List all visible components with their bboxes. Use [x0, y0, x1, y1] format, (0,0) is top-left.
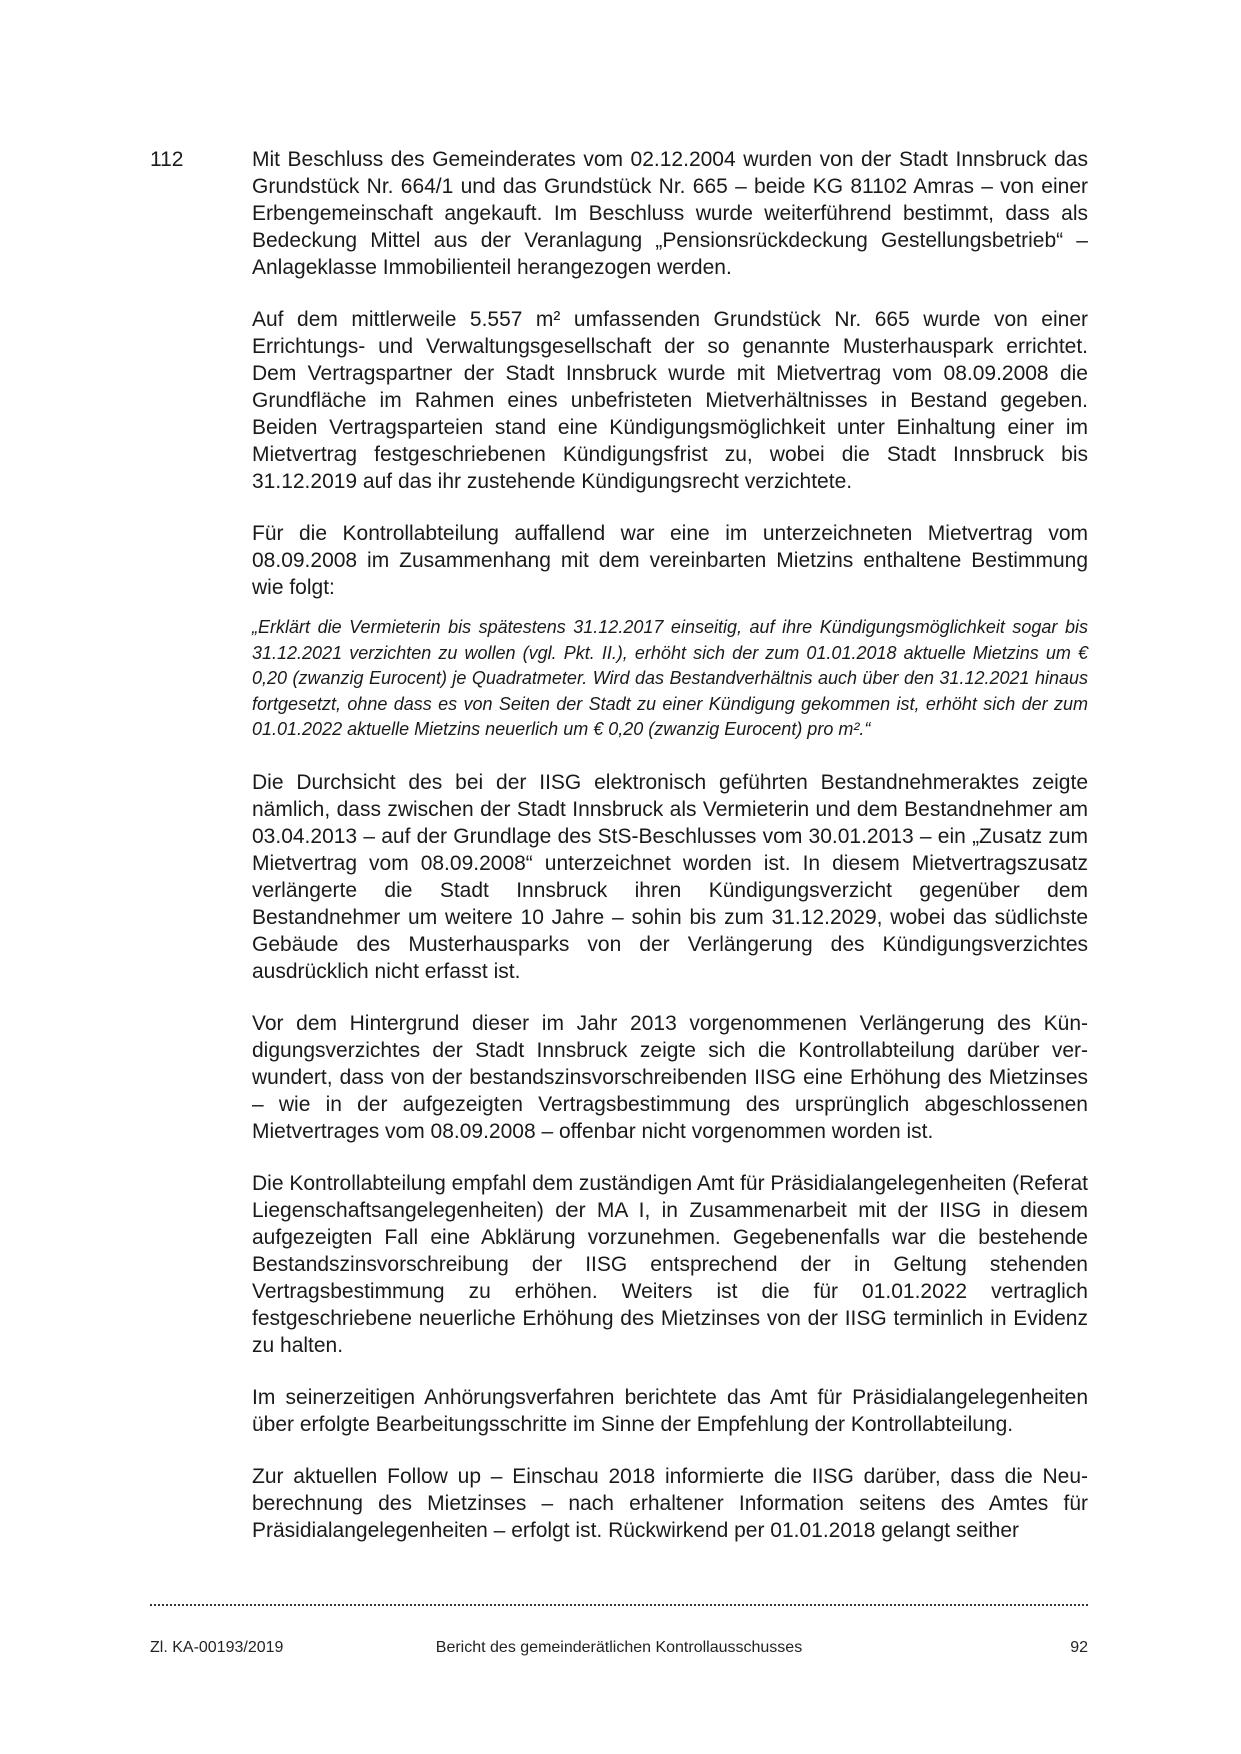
page-number: 92: [1070, 1639, 1088, 1656]
footer-title: Bericht des gemeinderätlichen Kontrollausschusses: [435, 1639, 803, 1656]
footer-divider: [150, 1604, 1088, 1606]
paragraph-lease: Auf dem mittlerweile 5.557 m² umfassenden Grundstück Nr. 665 wurde von einer Errichtungs- und Verwaltungsgesellschaft der so genannte Musterhauspark errichtet. Dem Vertragspartner der Stadt Innsbruck wurde mit Mietvertrag vom 08.09.2008 die Grundfläche im Rahmen eines unbefristeten Mietverhältnisses in Bestand gegeben. Beiden Vertragsparteien stand eine Kündigungsmöglichkeit unter Einhaltung einer im Mietvertrag festgeschriebenen Kündigungsfrist zu, wobei die Stadt Innsbruck bis 31.12.2019 auf das ihr zustehende Kündigungsrecht verzichtete.: [252, 308, 1088, 493]
body-text: [252, 146, 1088, 1544]
section-number: 112: [150, 148, 184, 171]
paragraph-hearing: Im seinerzeitigen Anhörungsverfahren berichtete das Amt für Präsidialangelegenheiten über erfolgte Bearbeitungsschritte im Sinne der Empfehlung der Kontrollabteilung.: [252, 1385, 1088, 1436]
paragraph-purchase: Mit Beschluss des Gemeinderates vom 02.12.2004 wurden von der Stadt Innsbruck das Grundstück Nr. 664/1 und das Grundstück Nr. 665 – beide KG 81102 Amras – von einer Erbengemeinschaft angekauft. Im Beschluss wurde weiterführend bestimmt, dass als Bedeckung Mittel aus der Veranlagung „Pensionsrückdeckung Gestellungsbetrieb“ – Anlageklasse Immobilienteil herangezogen werden.: [252, 148, 1088, 279]
paragraph-finding: Für die Kontrollabteilung auffallend war eine im unterzeichneten Mietvertrag vom 08.09.2008 im Zusammenhang mit dem vereinbarten Mietzins enthaltene Bestimmung wie folgt:: [252, 522, 1088, 599]
paragraph-background: Vor dem Hintergrund dieser im Jahr 2013 vorgenommenen Verlängerung des Kündigungsverzichtes der Stadt Innsbruck zeigte sich die Kontrollabteilung darüber verwundert, dass von der bestandszinsvorschreibenden IISG eine Erhöhung des Mietzinses – wie in der aufgezeigten Vertragsbestimmung des ursprünglich abgeschlossenen Mietvertrages vom 08.09.2008 – offenbar nicht vorgenommen worden ist.: [252, 1011, 1088, 1143]
paragraph-review: Die Durchsicht des bei der IISG elektronisch geführten Bestandnehmeraktes zeigte nämlich, dass zwischen der Stadt Innsbruck als Vermieterin und dem Bestandnehmer am 03.04.2013 – auf der Grundlage des StS-Beschlusses vom 30.01.2013 – ein „Zusatz zum Mietvertrag vom 08.09.2008“ unterzeichnet worden ist. In diesem Mietvertragszusatz verlängerte die Stadt Innsbruck ihren Kündigungsverzicht gegenüber dem Bestandnehmer um weitere 10 Jahre – sohin bis zum 31.12.2029, wobei das südlichste Gebäude des Musterhausparks von der Verlängerung des Kündigungsverzichtes ausdrücklich nicht erfasst ist.: [252, 770, 1088, 983]
footer-reference: Zl. KA-00193/2019: [150, 1639, 284, 1656]
paragraph-follow-up: Zur aktuellen Follow up – Einschau 2018 informierte die IISG darüber, dass die Neuberechnung des Mietzinses – nach erhaltener Information seitens des Amtes für Präsidialangelegenheiten – erfolgt ist. Rückwirkend per 01.01.2018 gelangt seither: [252, 1464, 1088, 1542]
paragraph-recommendation: Die Kontrollabteilung empfahl dem zuständigen Amt für Präsidialangelegenheiten (Referat Liegenschaftsangelegenheiten) der MA I, in Zusammenarbeit mit der IISG in diesem aufgezeigten Fall eine Abklärung vorzunehmen. Gegebenenfalls war die bestehende Bestandszinsvorschreibung der IISG entsprechend der in Geltung stehenden Vertragsbestimmung zu erhöhen. Weiters ist die für 01.01.2022 vertraglich festgeschriebene neuerliche Erhöhung des Mietzinses von der IISG terminlich in Evidenz zu halten.: [252, 1171, 1088, 1357]
page-footer: [150, 1638, 1088, 1662]
contract-quote: „Erklärt die Vermieterin bis spätestens 31.12.2017 einseitig, auf ihre Kündigungsmöglichkeit sogar bis 31.12.2021 verzichten zu wollen (vgl. Pkt. II.), erhöht sich der zum 01.01.2018 aktuelle Mietzins um € 0,20 (zwanzig Eurocent) je Quadratmeter. Wird das Bestandverhältnis auch über den 31.12.2021 hinaus fortgesetzt, ohne dass es von Seiten der Stadt zu einer Kündigung gekommen ist, erhöht sich der zum 01.01.2022 aktuelle Mietzins neuerlich um € 0,20 (zwanzig Eurocent) pro m².“: [252, 617, 1088, 739]
